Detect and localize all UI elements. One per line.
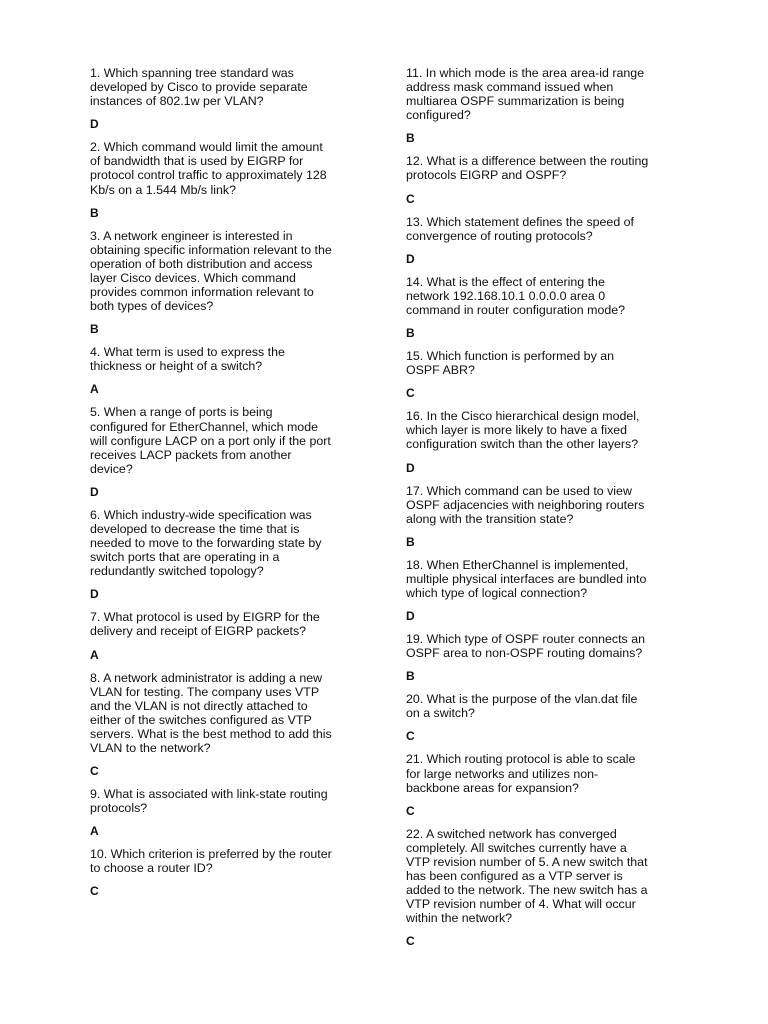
answer-letter: D	[90, 587, 99, 602]
question-text: 14. What is the effect of entering the network 192.168.10.1 0.0.0.0 area 0 command in router configuration mode?	[406, 274, 626, 317]
question-text: 18. When EtherChannel is implemented, multiple physical interfaces are bundled into which type of logical connection?	[406, 557, 647, 600]
question-text: 11. In which mode is the area area-id range address mask command issued when multiarea OSPF summarization is being configured?	[406, 66, 645, 123]
answer-letter: B	[90, 205, 99, 220]
qa-item	[90, 610, 370, 661]
qa-item	[406, 409, 686, 474]
answer-letter: C	[406, 934, 415, 949]
answer-letter: C	[406, 191, 415, 206]
question-text: 3. A network engineer is interested in obtaining specific information relevant to the operation of both distribution and access layer Cisco devices. Which command provides common information relevant to both types of devices?	[90, 228, 332, 314]
qa-item	[406, 692, 686, 743]
question-text: 10. Which criterion is preferred by the router to choose a router ID?	[90, 847, 332, 876]
qa-item	[406, 66, 686, 145]
answer-letter: C	[406, 803, 415, 818]
question-text: 2. Which command would limit the amount of bandwidth that is used by EIGRP for protocol control traffic to approximately 128 Kb/s on a 1.544 Mb/s link?	[90, 140, 327, 197]
qa-item	[90, 66, 370, 131]
left-column	[90, 66, 370, 907]
answer-letter: C	[90, 884, 99, 899]
answer-letter: C	[406, 729, 415, 744]
answer-letter: B	[90, 322, 99, 337]
qa-item	[406, 275, 686, 340]
qa-item	[90, 345, 370, 396]
answer-letter: D	[90, 117, 99, 132]
answer-letter: B	[406, 534, 415, 549]
question-text: 9. What is associated with link-state routing protocols?	[90, 787, 328, 816]
qa-item	[406, 154, 686, 205]
question-text: 16. In the Cisco hierarchical design model, which layer is more likely to have a fixed configuration switch than the other layers?	[406, 409, 640, 452]
question-text: 6. Which industry-wide specification was developed to decrease the time that is needed to move to the forwarding state by switch ports that are operating in a redundantly switched topology?	[90, 507, 322, 579]
answer-letter: A	[90, 824, 99, 839]
answer-letter: C	[90, 764, 99, 779]
answer-letter: D	[90, 484, 99, 499]
answer-letter: B	[406, 669, 415, 684]
question-text: 4. What term is used to express the thickness or height of a switch?	[90, 345, 285, 374]
question-text: 17. Which command can be used to view OSPF adjacencies with neighboring routers along with the transition state?	[406, 483, 645, 526]
question-text: 15. Which function is performed by an OSPF ABR?	[406, 349, 614, 378]
qa-item	[90, 671, 370, 779]
qa-item	[90, 787, 370, 838]
qa-item	[90, 508, 370, 601]
question-text: 20. What is the purpose of the vlan.dat file on a switch?	[406, 692, 638, 721]
question-text: 13. Which statement defines the speed of convergence of routing protocols?	[406, 214, 634, 243]
answer-letter: D	[406, 609, 415, 624]
question-text: 21. Which routing protocol is able to scale for large networks and utilizes non- backbone areas for expansion?	[406, 752, 636, 795]
answer-letter: A	[90, 647, 99, 662]
qa-item	[406, 632, 686, 683]
answer-letter: A	[90, 382, 99, 397]
qa-item	[90, 229, 370, 337]
qa-item	[406, 827, 686, 949]
question-text: 8. A network administrator is adding a new VLAN for testing. The company uses VTP and the VLAN is not directly attached to either of the switches configured as VTP servers. What is the best method to add this VLAN to the network?	[90, 670, 332, 755]
qa-item	[406, 215, 686, 266]
question-text: 7. What protocol is used by EIGRP for the delivery and receipt of EIGRP packets?	[90, 610, 320, 639]
qa-item	[406, 752, 686, 817]
answer-letter: D	[406, 460, 415, 475]
question-text: 19. Which type of OSPF router connects an OSPF area to non-OSPF routing domains?	[406, 632, 645, 661]
question-text: 12. What is a difference between the routing protocols EIGRP and OSPF?	[406, 154, 649, 183]
right-column	[406, 66, 686, 957]
qa-item	[406, 484, 686, 549]
answer-letter: D	[406, 251, 415, 266]
answer-letter: B	[406, 326, 415, 341]
question-text: 22. A switched network has converged completely. All switches currently have a VTP revision number of 5. A new switch that has been configured as a VTP server is added to the network. The new switch has a VTP revision number of 4. What will occur within the network?	[406, 826, 648, 926]
qa-item	[406, 558, 686, 623]
qa-item	[90, 847, 370, 898]
qa-item	[90, 140, 370, 219]
question-text: 1. Which spanning tree standard was developed by Cisco to provide separate instances of 802.1w per VLAN?	[90, 66, 308, 109]
answer-letter: B	[406, 131, 415, 146]
answer-letter: C	[406, 386, 415, 401]
question-text: 5. When a range of ports is being configured for EtherChannel, which mode will configure LACP on a port only if the port receives LACP packets from another device?	[90, 405, 331, 476]
qa-item	[90, 405, 370, 498]
qa-item	[406, 349, 686, 400]
